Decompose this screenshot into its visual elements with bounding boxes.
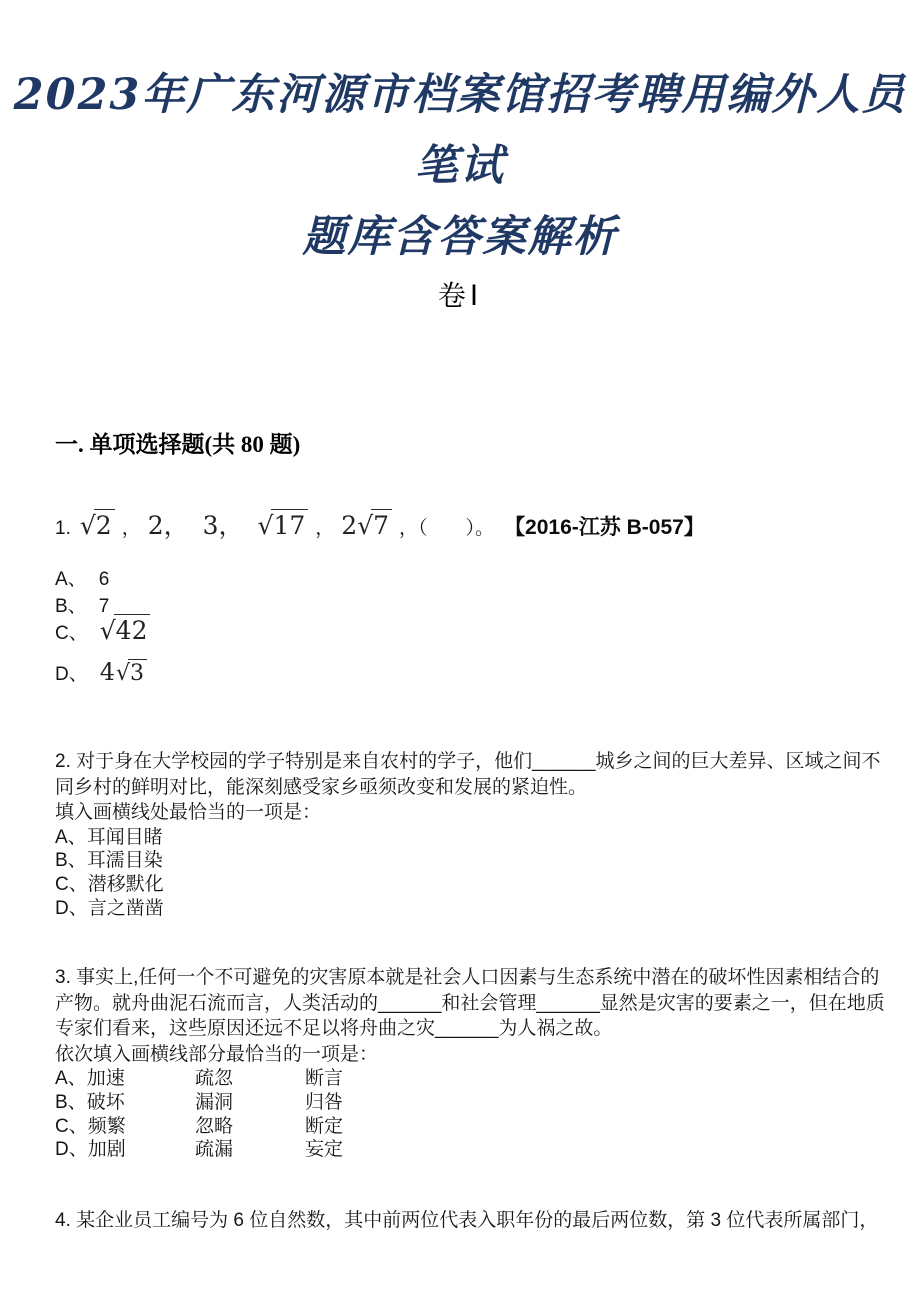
q2-prompt: 填入画横线处最恰当的一项是： bbox=[55, 802, 322, 823]
radical-sign: √ bbox=[357, 511, 374, 540]
blank-parentheses: ，（ ）。 bbox=[399, 518, 495, 539]
option-label: A、 bbox=[55, 826, 87, 848]
option-value: 6 bbox=[98, 569, 110, 590]
option-word1: 破坏 bbox=[86, 1091, 125, 1113]
q2-option-a bbox=[55, 826, 885, 850]
q3-option-c bbox=[55, 1115, 885, 1139]
q2-option-b bbox=[55, 849, 885, 873]
sqrt-42-expression: √ 42 bbox=[100, 614, 151, 645]
question-1-stem bbox=[55, 506, 705, 542]
sqrt-2-expression: √ 2 bbox=[80, 509, 115, 540]
q3-option-a bbox=[55, 1067, 885, 1091]
q2-option-d bbox=[55, 897, 885, 921]
term-3: 3， bbox=[202, 511, 244, 540]
separator: ， bbox=[121, 518, 141, 539]
question-2 bbox=[55, 749, 885, 921]
option-word2: 疏漏 bbox=[195, 1139, 234, 1161]
option-word3: 断言 bbox=[305, 1068, 344, 1089]
option-word3: 归咎 bbox=[305, 1091, 344, 1113]
option-label: B、 bbox=[55, 850, 87, 872]
option-col1 bbox=[55, 1091, 195, 1115]
option-label: B、 bbox=[55, 1091, 87, 1113]
sqrt-17-expression: √ 17 bbox=[258, 509, 309, 540]
option-label: C、 bbox=[55, 874, 88, 896]
radical-sign: √ bbox=[257, 511, 274, 540]
sqrt-7-expression: √ 7 bbox=[357, 509, 392, 540]
option-word1: 频繁 bbox=[87, 1115, 126, 1137]
q3-stem-line2: 产物。就舟曲泥石流而言，人类活动的______和社会管理______显然是灾害的要素之一，但在地质 bbox=[55, 992, 885, 1014]
volume-label: 卷Ⅰ bbox=[437, 281, 483, 312]
q1-option-c bbox=[55, 614, 150, 645]
option-label: D、 bbox=[55, 897, 88, 919]
option-word1: 加剧 bbox=[87, 1139, 126, 1161]
option-value: 耳濡目染 bbox=[86, 850, 163, 872]
option-value: 耳闻目睹 bbox=[86, 826, 163, 848]
source-tag: 【2016-江苏 B-057】 bbox=[504, 516, 705, 539]
question-4 bbox=[55, 1208, 885, 1234]
option-word2: 漏洞 bbox=[195, 1091, 234, 1113]
page-title-line1: 2023年广东河源市档案馆招考聘用编外人员笔试 bbox=[13, 70, 907, 191]
q2-stem-line1: 2. 对于身在大学校园的学子特别是来自农村的学子，他们______城乡之间的巨大差异、区域之间不 bbox=[55, 751, 881, 772]
option-label: A、 bbox=[55, 1068, 87, 1089]
option-value: 潜移默化 bbox=[87, 874, 164, 896]
page-title bbox=[0, 60, 920, 273]
q4-stem: 4. 某企业员工编号为 6 位自然数，其中前两位代表入职年份的最后两位数，第 3 位代表所属部门， bbox=[55, 1210, 879, 1231]
q3-stem-line1: 3. 事实上,任何一个不可避免的灾害原本就是社会人口因素与生态系统中潜在的破坏性因素相结合的 bbox=[55, 967, 880, 988]
option-label: D、 bbox=[55, 664, 88, 685]
radical-sign: √ bbox=[99, 616, 116, 645]
sqrt-3-expression: √ 3 bbox=[116, 659, 147, 686]
option-label: A、 bbox=[55, 569, 87, 590]
q3-option-b bbox=[55, 1091, 885, 1115]
coefficient: 4 bbox=[99, 658, 116, 686]
option-value: 7 bbox=[98, 596, 110, 617]
option-label: C、 bbox=[55, 1115, 88, 1137]
page-title-line2: 题库含答案解析 bbox=[302, 212, 618, 262]
question-1-number: 1. bbox=[55, 518, 71, 539]
q1-option-d bbox=[55, 658, 147, 686]
section-heading: 一. 单项选择题(共 80 题) bbox=[55, 432, 301, 457]
q3-stem-line3: 专家们看来，这些原因还远不足以将舟曲之灾______为人祸之故。 bbox=[55, 1018, 613, 1039]
q1-option-a bbox=[55, 564, 109, 591]
option-word2: 疏忽 bbox=[195, 1068, 234, 1089]
option-label: B、 bbox=[55, 596, 87, 617]
option-label: C、 bbox=[55, 623, 88, 644]
option-col1 bbox=[55, 1067, 195, 1091]
separator: ， bbox=[315, 518, 335, 539]
option-word3: 妄定 bbox=[305, 1139, 344, 1161]
q3-option-d bbox=[55, 1138, 885, 1162]
option-col1 bbox=[55, 1115, 195, 1139]
q3-prompt: 依次填入画横线部分最恰当的一项是： bbox=[55, 1043, 379, 1065]
radical-sign: √ bbox=[79, 511, 96, 540]
q2-stem-line2: 同乡村的鲜明对比，能深刻感受家乡亟须改变和发展的紧迫性。 bbox=[55, 776, 588, 798]
option-word3: 断定 bbox=[305, 1115, 344, 1137]
question-3 bbox=[55, 965, 885, 1162]
option-value: 言之凿凿 bbox=[87, 897, 164, 919]
term-2: 2， bbox=[147, 511, 189, 540]
option-word1: 加速 bbox=[86, 1068, 125, 1089]
option-label: D、 bbox=[55, 1139, 88, 1161]
q2-option-c bbox=[55, 873, 885, 897]
option-word2: 忽略 bbox=[195, 1115, 234, 1137]
radical-sign: √ bbox=[116, 661, 131, 686]
option-col1 bbox=[55, 1138, 195, 1162]
coefficient: 2 bbox=[341, 511, 358, 540]
